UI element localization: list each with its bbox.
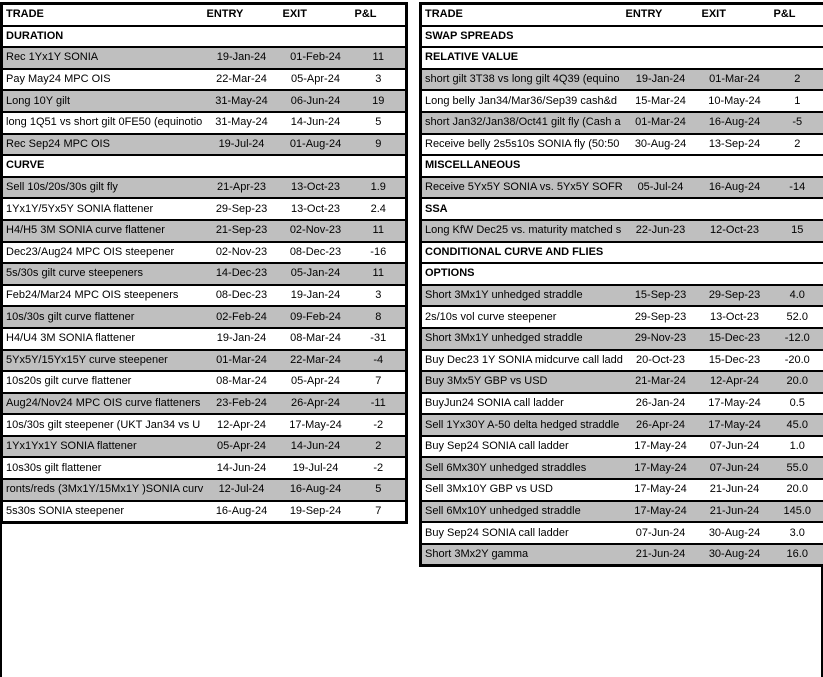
pnl-cell[interactable]: 19 (352, 90, 407, 112)
trade-cell[interactable]: 10s/30s gilt curve flattener (2, 306, 204, 328)
exit-cell[interactable]: 16-Aug-24 (280, 479, 352, 501)
pnl-cell[interactable]: -4 (352, 350, 407, 372)
pnl-cell[interactable]: 15 (771, 220, 823, 242)
pnl-cell[interactable]: 52.0 (771, 306, 823, 328)
exit-cell[interactable]: 15-Dec-23 (699, 328, 771, 350)
exit-cell[interactable]: 30-Aug-24 (699, 544, 771, 566)
exit-cell[interactable]: 13-Oct-23 (699, 306, 771, 328)
trade-cell[interactable]: Rec 1Yx1Y SONIA (2, 47, 204, 69)
pnl-cell[interactable]: 7 (352, 371, 407, 393)
section-header-curve[interactable]: CURVE (2, 155, 407, 177)
pnl-cell[interactable]: 9 (352, 134, 407, 156)
trade-cell[interactable]: ronts/reds (3Mx1Y/15Mx1Y )SONIA curv (2, 479, 204, 501)
trade-cell[interactable]: Dec23/Aug24 MPC OIS steepener (2, 242, 204, 264)
exit-cell[interactable]: 21-Jun-24 (699, 501, 771, 523)
entry-cell[interactable]: 29-Sep-23 (623, 306, 699, 328)
trade-row (421, 393, 823, 415)
pnl-cell[interactable]: -11 (352, 393, 407, 415)
entry-cell[interactable]: 19-Jul-24 (204, 134, 280, 156)
trade-row (2, 306, 407, 328)
trade-row (2, 198, 407, 220)
entry-cell[interactable]: 21-Jun-24 (623, 544, 699, 566)
entry-cell[interactable]: 26-Jan-24 (623, 393, 699, 415)
trade-cell[interactable]: Buy Sep24 SONIA call ladder (421, 436, 623, 458)
section-row-conditional-curve-and-flies (421, 242, 823, 264)
exit-cell[interactable]: 01-Mar-24 (699, 69, 771, 91)
trade-row (421, 371, 823, 393)
exit-cell[interactable]: 19-Jan-24 (280, 285, 352, 307)
trade-cell[interactable]: 1Yx1Y/5Yx5Y SONIA flattener (2, 198, 204, 220)
trade-cell[interactable]: 10s/30s gilt steepener (UKT Jan34 vs U (2, 414, 204, 436)
section-header-options[interactable]: OPTIONS (421, 263, 823, 285)
trade-row (2, 457, 407, 479)
exit-cell[interactable]: 16-Aug-24 (699, 112, 771, 134)
exit-cell[interactable]: 13-Oct-23 (280, 177, 352, 199)
section-row-curve (2, 155, 407, 177)
pnl-cell[interactable]: 145.0 (771, 501, 823, 523)
exit-cell[interactable]: 01-Feb-24 (280, 47, 352, 69)
exit-cell[interactable]: 12-Oct-23 (699, 220, 771, 242)
pnl-cell[interactable]: -5 (771, 112, 823, 134)
column-header-entry[interactable]: ENTRY (623, 4, 699, 26)
section-row-duration (2, 26, 407, 48)
right-trades-table (419, 2, 823, 567)
exit-cell[interactable]: 22-Mar-24 (280, 350, 352, 372)
pnl-cell[interactable]: -31 (352, 328, 407, 350)
trade-cell[interactable]: Sell 6Mx10Y unhedged straddle (421, 501, 623, 523)
trade-row (421, 544, 823, 566)
trade-cell[interactable]: Buy Sep24 SONIA call ladder (421, 522, 623, 544)
exit-cell[interactable]: 02-Nov-23 (280, 220, 352, 242)
entry-cell[interactable]: 02-Feb-24 (204, 306, 280, 328)
trade-cell[interactable]: Long belly Jan34/Mar36/Sep39 cash&d (421, 90, 623, 112)
pnl-cell[interactable]: -12.0 (771, 328, 823, 350)
pnl-cell[interactable]: 3.0 (771, 522, 823, 544)
trade-cell[interactable]: 1Yx1Yx1Y SONIA flattener (2, 436, 204, 458)
pnl-cell[interactable]: 8 (352, 306, 407, 328)
trade-cell[interactable]: short Jan32/Jan38/Oct41 gilt fly (Cash a (421, 112, 623, 134)
trade-row (2, 242, 407, 264)
trade-row (421, 90, 823, 112)
section-row-miscellaneous (421, 155, 823, 177)
trade-cell[interactable]: Long KfW Dec25 vs. maturity matched s (421, 220, 623, 242)
entry-cell[interactable]: 19-Jan-24 (204, 328, 280, 350)
exit-cell[interactable]: 14-Jun-24 (280, 112, 352, 134)
trade-cell[interactable]: short gilt 3T38 vs long gilt 4Q39 (equino (421, 69, 623, 91)
entry-cell[interactable]: 12-Jul-24 (204, 479, 280, 501)
column-header-trade[interactable]: TRADE (421, 4, 623, 26)
exit-cell[interactable]: 30-Aug-24 (699, 522, 771, 544)
trade-row (2, 134, 407, 156)
section-header-duration[interactable]: DURATION (2, 26, 407, 48)
trade-row (2, 371, 407, 393)
left-gridline-extension (0, 522, 2, 677)
pnl-cell[interactable]: 2 (771, 69, 823, 91)
exit-cell[interactable]: 07-Jun-24 (699, 436, 771, 458)
exit-cell[interactable]: 17-May-24 (280, 414, 352, 436)
trade-row (2, 393, 407, 415)
pnl-cell[interactable]: 3 (352, 285, 407, 307)
pnl-cell[interactable]: -16 (352, 242, 407, 264)
column-header-exit[interactable]: EXIT (699, 4, 771, 26)
pnl-cell[interactable]: 11 (352, 47, 407, 69)
entry-cell[interactable]: 22-Mar-24 (204, 69, 280, 91)
trade-row (421, 134, 823, 156)
exit-cell[interactable]: 06-Jun-24 (280, 90, 352, 112)
pnl-cell[interactable]: 16.0 (771, 544, 823, 566)
trade-cell[interactable]: Feb24/Mar24 MPC OIS steepeners (2, 285, 204, 307)
entry-cell[interactable]: 08-Mar-24 (204, 371, 280, 393)
entry-cell[interactable]: 31-May-24 (204, 112, 280, 134)
trade-cell[interactable]: Short 3Mx1Y unhedged straddle (421, 285, 623, 307)
exit-cell[interactable]: 17-May-24 (699, 414, 771, 436)
trade-cell[interactable]: 5s30s SONIA steepener (2, 501, 204, 523)
entry-cell[interactable]: 07-Jun-24 (623, 522, 699, 544)
header-row (421, 4, 823, 26)
trade-row (2, 328, 407, 350)
pnl-cell[interactable]: -14 (771, 177, 823, 199)
entry-cell[interactable]: 17-May-24 (623, 479, 699, 501)
trade-cell[interactable]: Aug24/Nov24 MPC OIS curve flatteners (2, 393, 204, 415)
trade-cell[interactable]: H4/H5 3M SONIA curve flattener (2, 220, 204, 242)
column-header-trade[interactable]: TRADE (2, 4, 204, 26)
entry-cell[interactable]: 08-Dec-23 (204, 285, 280, 307)
section-header-miscellaneous[interactable]: MISCELLANEOUS (421, 155, 823, 177)
entry-cell[interactable]: 02-Nov-23 (204, 242, 280, 264)
trade-row (2, 112, 407, 134)
trade-row (421, 436, 823, 458)
pnl-cell[interactable]: 2.4 (352, 198, 407, 220)
pnl-cell[interactable]: 4.0 (771, 285, 823, 307)
trade-row (421, 350, 823, 372)
entry-cell[interactable]: 12-Apr-24 (204, 414, 280, 436)
exit-cell[interactable]: 10-May-24 (699, 90, 771, 112)
left-trades-table (0, 2, 408, 524)
trade-cell[interactable]: Buy 3Mx5Y GBP vs USD (421, 371, 623, 393)
trade-row (2, 350, 407, 372)
section-header-ssa[interactable]: SSA (421, 198, 823, 220)
trade-cell[interactable]: 10s30s gilt flattener (2, 457, 204, 479)
column-header-pnl[interactable]: P&L (352, 4, 407, 26)
pnl-cell[interactable]: 1 (771, 90, 823, 112)
pnl-cell[interactable]: 11 (352, 263, 407, 285)
entry-cell[interactable]: 23-Feb-24 (204, 393, 280, 415)
section-header-conditional-curve-and-flies[interactable]: CONDITIONAL CURVE AND FLIES (421, 242, 823, 264)
pnl-cell[interactable]: 5 (352, 112, 407, 134)
exit-cell[interactable]: 08-Dec-23 (280, 242, 352, 264)
trade-cell[interactable]: Sell 10s/20s/30s gilt fly (2, 177, 204, 199)
pnl-cell[interactable]: 2 (352, 436, 407, 458)
pnl-cell[interactable]: -2 (352, 414, 407, 436)
exit-cell[interactable]: 13-Oct-23 (280, 198, 352, 220)
section-row-relative-value (421, 47, 823, 69)
exit-cell[interactable]: 08-Mar-24 (280, 328, 352, 350)
entry-cell[interactable]: 17-May-24 (623, 501, 699, 523)
pnl-cell[interactable]: 11 (352, 220, 407, 242)
trade-cell[interactable]: Receive 5Yx5Y SONIA vs. 5Yx5Y SOFR (421, 177, 623, 199)
pnl-cell[interactable]: 20.0 (771, 371, 823, 393)
exit-cell[interactable]: 15-Dec-23 (699, 350, 771, 372)
exit-cell[interactable]: 14-Jun-24 (280, 436, 352, 458)
section-header-relative-value[interactable]: RELATIVE VALUE (421, 47, 823, 69)
entry-cell[interactable]: 17-May-24 (623, 436, 699, 458)
header-row (2, 4, 407, 26)
exit-cell[interactable]: 19-Jul-24 (280, 457, 352, 479)
trade-cell[interactable]: H4/U4 3M SONIA flattener (2, 328, 204, 350)
column-header-exit[interactable]: EXIT (280, 4, 352, 26)
exit-cell[interactable]: 12-Apr-24 (699, 371, 771, 393)
trade-row (421, 220, 823, 242)
entry-cell[interactable]: 05-Jul-24 (623, 177, 699, 199)
entry-cell[interactable]: 01-Mar-24 (204, 350, 280, 372)
trade-row (2, 69, 407, 91)
entry-cell[interactable]: 16-Aug-24 (204, 501, 280, 523)
trade-cell[interactable]: Buy Dec23 1Y SONIA midcurve call ladd (421, 350, 623, 372)
exit-cell[interactable]: 19-Sep-24 (280, 501, 352, 523)
column-header-pnl[interactable]: P&L (771, 4, 823, 26)
exit-cell[interactable]: 09-Feb-24 (280, 306, 352, 328)
trade-cell[interactable]: long 1Q51 vs short gilt 0FE50 (equinotio (2, 112, 204, 134)
entry-cell[interactable]: 26-Apr-24 (623, 414, 699, 436)
trade-cell[interactable]: 5Yx5Y/15Yx15Y curve steepener (2, 350, 204, 372)
exit-cell[interactable]: 05-Apr-24 (280, 371, 352, 393)
pnl-cell[interactable]: -20.0 (771, 350, 823, 372)
trade-cell[interactable]: Rec Sep24 MPC OIS (2, 134, 204, 156)
pnl-cell[interactable]: 0.5 (771, 393, 823, 415)
trade-row (421, 306, 823, 328)
trade-row (2, 436, 407, 458)
entry-cell[interactable]: 31-May-24 (204, 90, 280, 112)
trade-row (2, 47, 407, 69)
entry-cell[interactable]: 17-May-24 (623, 457, 699, 479)
entry-cell[interactable]: 15-Mar-24 (623, 90, 699, 112)
pnl-cell[interactable]: 5 (352, 479, 407, 501)
trade-row (421, 414, 823, 436)
exit-cell[interactable]: 01-Aug-24 (280, 134, 352, 156)
trade-cell[interactable]: 10s20s gilt curve flattener (2, 371, 204, 393)
trade-cell[interactable]: 2s/10s vol curve steepener (421, 306, 623, 328)
trade-row (2, 285, 407, 307)
trade-row (2, 220, 407, 242)
pnl-cell[interactable]: -2 (352, 457, 407, 479)
entry-cell[interactable]: 21-Sep-23 (204, 220, 280, 242)
trade-cell[interactable]: BuyJun24 SONIA call ladder (421, 393, 623, 415)
exit-cell[interactable]: 17-May-24 (699, 393, 771, 415)
entry-cell[interactable]: 14-Dec-23 (204, 263, 280, 285)
trade-cell[interactable]: Long 10Y gilt (2, 90, 204, 112)
entry-cell[interactable]: 21-Apr-23 (204, 177, 280, 199)
pnl-cell[interactable]: 45.0 (771, 414, 823, 436)
trade-row (421, 501, 823, 523)
section-row-swap-spreads (421, 26, 823, 48)
trade-cell[interactable]: Pay May24 MPC OIS (2, 69, 204, 91)
pnl-cell[interactable]: 55.0 (771, 457, 823, 479)
exit-cell[interactable]: 05-Apr-24 (280, 69, 352, 91)
entry-cell[interactable]: 30-Aug-24 (623, 134, 699, 156)
trade-row (421, 112, 823, 134)
trade-row (421, 479, 823, 501)
entry-cell[interactable]: 29-Nov-23 (623, 328, 699, 350)
pnl-cell[interactable]: 2 (771, 134, 823, 156)
trade-row (421, 285, 823, 307)
trade-row (421, 69, 823, 91)
entry-cell[interactable]: 29-Sep-23 (204, 198, 280, 220)
entry-cell[interactable]: 19-Jan-24 (623, 69, 699, 91)
section-row-ssa (421, 198, 823, 220)
exit-cell[interactable]: 07-Jun-24 (699, 457, 771, 479)
entry-cell[interactable]: 21-Mar-24 (623, 371, 699, 393)
pnl-cell[interactable]: 3 (352, 69, 407, 91)
trade-row (2, 414, 407, 436)
trade-row (421, 328, 823, 350)
trade-cell[interactable]: Receive belly 2s5s10s SONIA fly (50:50 (421, 134, 623, 156)
trade-cell[interactable]: 5s/30s gilt curve steepeners (2, 263, 204, 285)
trade-row (421, 177, 823, 199)
trade-row (2, 177, 407, 199)
trade-cell[interactable]: Short 3Mx1Y unhedged straddle (421, 328, 623, 350)
entry-cell[interactable]: 01-Mar-24 (623, 112, 699, 134)
pnl-cell[interactable]: 7 (352, 501, 407, 523)
section-row-options (421, 263, 823, 285)
trade-row (2, 501, 407, 523)
exit-cell[interactable]: 16-Aug-24 (699, 177, 771, 199)
trade-row (2, 263, 407, 285)
trade-row (421, 522, 823, 544)
entry-cell[interactable]: 05-Apr-24 (204, 436, 280, 458)
trade-cell[interactable]: Sell 1Yx30Y A-50 delta hedged straddle (421, 414, 623, 436)
entry-cell[interactable]: 14-Jun-24 (204, 457, 280, 479)
pnl-cell[interactable]: 1.9 (352, 177, 407, 199)
entry-cell[interactable]: 15-Sep-23 (623, 285, 699, 307)
exit-cell[interactable]: 26-Apr-24 (280, 393, 352, 415)
pnl-cell[interactable]: 1.0 (771, 436, 823, 458)
entry-cell[interactable]: 20-Oct-23 (623, 350, 699, 372)
trade-row (2, 90, 407, 112)
trade-row (2, 479, 407, 501)
trade-cell[interactable]: Sell 6Mx30Y unhedged straddles (421, 457, 623, 479)
exit-cell[interactable]: 05-Jan-24 (280, 263, 352, 285)
entry-cell[interactable]: 22-Jun-23 (623, 220, 699, 242)
trade-cell[interactable]: Short 3Mx2Y gamma (421, 544, 623, 566)
pnl-cell[interactable]: 20.0 (771, 479, 823, 501)
entry-cell[interactable]: 19-Jan-24 (204, 47, 280, 69)
exit-cell[interactable]: 29-Sep-23 (699, 285, 771, 307)
trade-row (421, 457, 823, 479)
section-header-swap-spreads[interactable]: SWAP SPREADS (421, 26, 823, 48)
exit-cell[interactable]: 21-Jun-24 (699, 479, 771, 501)
exit-cell[interactable]: 13-Sep-24 (699, 134, 771, 156)
column-header-entry[interactable]: ENTRY (204, 4, 280, 26)
trade-cell[interactable]: Sell 3Mx10Y GBP vs USD (421, 479, 623, 501)
